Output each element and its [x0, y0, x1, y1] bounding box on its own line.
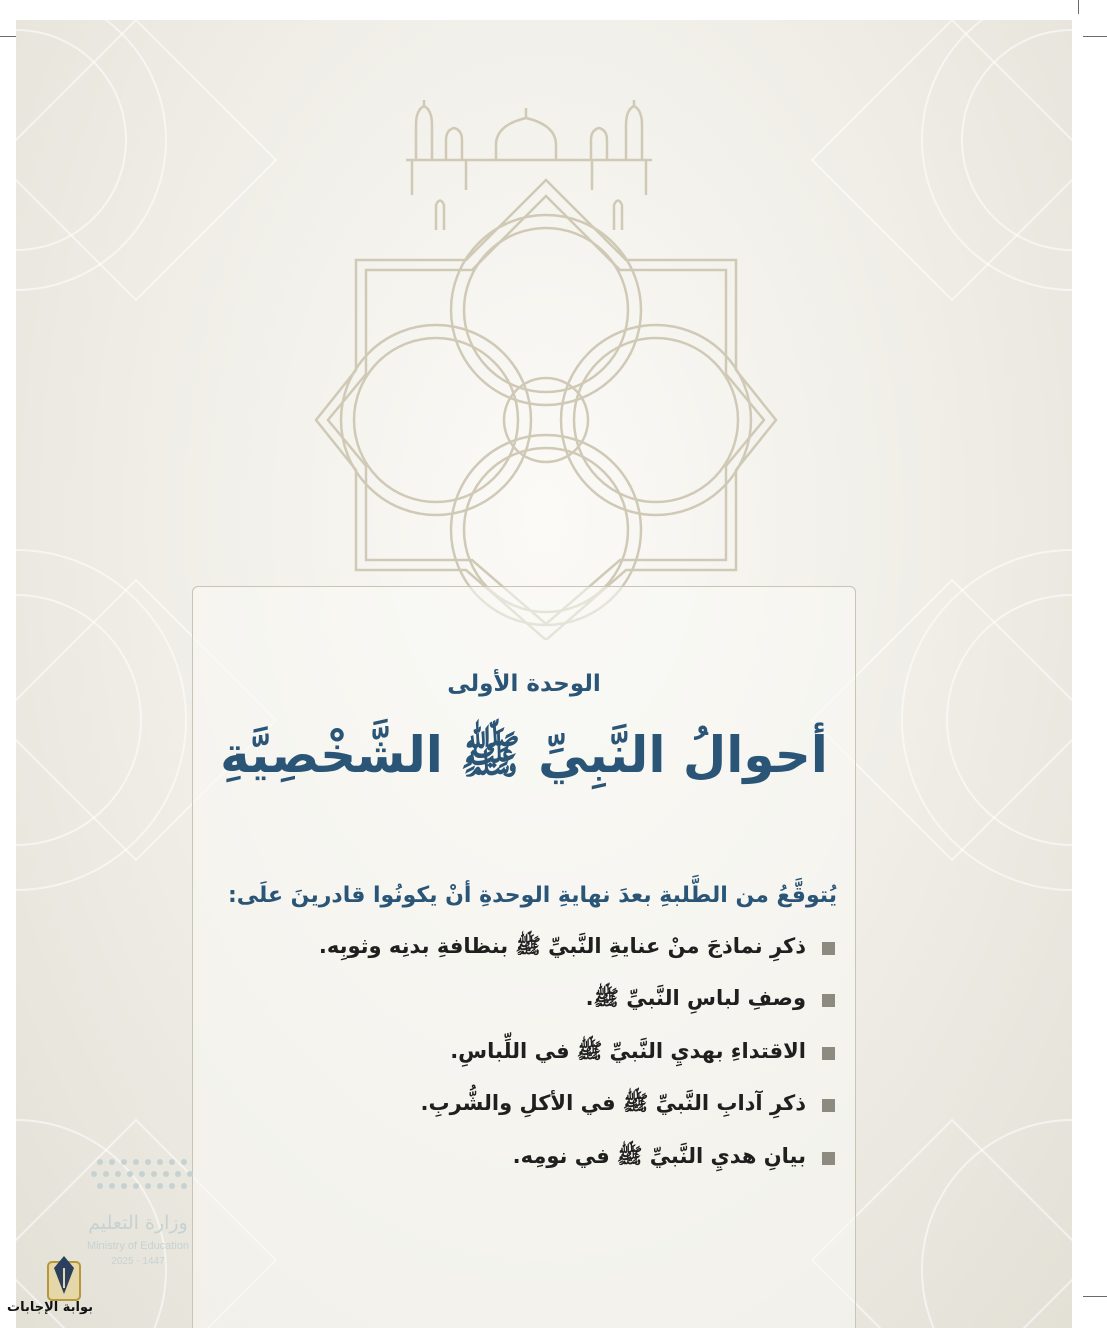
objective-text: بيانِ هديِ النَّبيِّ ﷺ في نومِه.	[512, 1143, 806, 1168]
bullet-square-icon	[822, 1152, 835, 1165]
ministry-name-ar: وزارة التعليم	[88, 1212, 188, 1234]
list-item	[215, 933, 835, 963]
pen-logo-icon	[44, 1254, 84, 1302]
list-item	[215, 986, 835, 1016]
objective-text: ذكرِ آدابِ النَّبيِّ ﷺ في الأكلِ والشُّربِ.	[420, 1091, 806, 1115]
objectives-list	[215, 933, 835, 1196]
unit-objectives-panel	[192, 586, 856, 1328]
unit-label: الوحدة الأولى	[447, 671, 601, 697]
bullet-square-icon	[822, 1047, 835, 1060]
bullet-square-icon	[822, 942, 835, 955]
objective-text: وصفِ لباسِ النَّبيِّ ﷺ.	[585, 986, 806, 1010]
objectives-intro: يُتوقَّعُ من الطَّلبةِ بعدَ نهايةِ الوحدةِ أنْ يكونُوا قادرينَ علَى:	[227, 883, 837, 908]
list-item	[215, 1143, 835, 1173]
watermark-text: بوابة الإجابات	[7, 1300, 93, 1315]
crop-mark	[1078, 0, 1079, 14]
unit-title: أحوالُ النَّبِيِّ ﷺ الشَّخْصِيَّةِ	[220, 726, 828, 784]
list-item	[215, 1038, 835, 1068]
crop-mark	[1083, 1296, 1107, 1297]
mosque-star-emblem	[296, 100, 796, 640]
ministry-name-en: Ministry of Education	[86, 1240, 190, 1252]
crop-mark	[1083, 36, 1107, 37]
bullet-square-icon	[822, 1099, 835, 1112]
ministry-year: 2025 - 1447	[111, 1256, 165, 1267]
book-page	[16, 20, 1072, 1328]
objective-text: الاقتداءِ بهديِ النَّبيِّ ﷺ في اللِّباسِ.	[450, 1038, 806, 1063]
objective-text: ذكرِ نماذجَ منْ عنايةِ النَّبيِّ ﷺ بنظافةِ بدنِه وثوبِه.	[318, 933, 806, 958]
bullet-square-icon	[822, 994, 835, 1007]
list-item	[215, 1091, 835, 1121]
